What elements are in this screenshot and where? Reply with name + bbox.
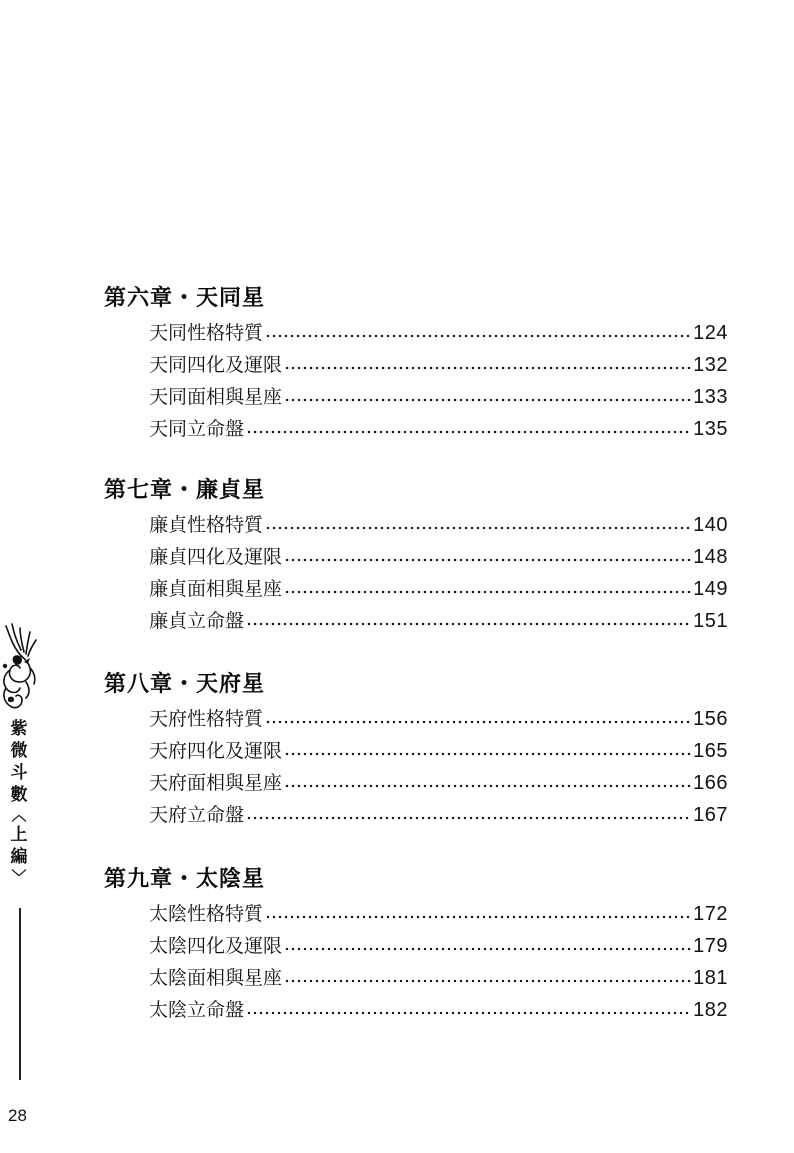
entry-label: 廉貞面相與星座 <box>149 578 283 600</box>
entry-page-number: 172 <box>693 903 728 925</box>
close-bracket: ﹀ <box>11 868 27 886</box>
entry-page-number: 124 <box>693 322 728 344</box>
entry-label: 天同面相與星座 <box>149 386 283 408</box>
entry-page-number: 165 <box>693 740 728 762</box>
entry-page-number: 182 <box>693 999 728 1021</box>
toc-entry[interactable] <box>149 378 728 410</box>
dot-leader <box>246 430 691 434</box>
chapter-title: 第六章・天同星 <box>104 285 266 311</box>
entry-page-number: 166 <box>693 772 728 794</box>
toc-entry[interactable] <box>149 796 728 828</box>
entry-page-number: 181 <box>693 967 728 989</box>
book-title-char: 斗 <box>10 763 28 783</box>
toc-entry[interactable] <box>149 346 728 378</box>
book-title-char: 紫 <box>10 719 28 739</box>
entry-page-number: 179 <box>693 935 728 957</box>
phoenix-icon <box>0 622 40 712</box>
entry-label: 廉貞四化及運限 <box>149 546 283 568</box>
entry-label: 太陰立命盤 <box>149 999 245 1021</box>
entry-label: 廉貞立命盤 <box>149 610 245 632</box>
book-title-char: 微 <box>10 741 28 761</box>
dot-leader <box>284 398 691 402</box>
entry-label: 廉貞性格特質 <box>149 514 264 536</box>
dot-leader <box>284 366 691 370</box>
dot-leader <box>246 622 691 626</box>
toc-entry[interactable] <box>149 506 728 538</box>
toc-entry[interactable] <box>149 314 728 346</box>
toc-entry[interactable] <box>149 991 728 1023</box>
entry-page-number: 140 <box>693 514 728 536</box>
dot-leader <box>265 720 691 724</box>
dot-leader <box>265 915 691 919</box>
toc-entry[interactable] <box>149 538 728 570</box>
entry-page-number: 132 <box>693 354 728 376</box>
volume-char: 上 <box>10 825 28 845</box>
dot-leader <box>284 979 691 983</box>
entry-label: 太陰四化及運限 <box>149 935 283 957</box>
entry-page-number: 151 <box>693 610 728 632</box>
entry-label: 天府性格特質 <box>149 708 264 730</box>
open-bracket: ︿ <box>11 806 27 824</box>
entry-label: 太陰面相與星座 <box>149 967 283 989</box>
toc-entry[interactable] <box>149 764 728 796</box>
dot-leader <box>284 784 691 788</box>
entry-page-number: 156 <box>693 708 728 730</box>
chapter-title: 第八章・天府星 <box>104 671 266 697</box>
dot-leader <box>284 590 691 594</box>
chapter-title: 第九章・太陰星 <box>104 866 266 892</box>
toc-entry[interactable] <box>149 602 728 634</box>
margin-rule <box>19 908 21 1080</box>
volume-char: 編 <box>10 847 28 867</box>
book-title-char: 數 <box>10 785 28 805</box>
entry-label: 天同四化及運限 <box>149 354 283 376</box>
entry-page-number: 133 <box>693 386 728 408</box>
entry-page-number: 149 <box>693 578 728 600</box>
toc-entry[interactable] <box>149 700 728 732</box>
toc-entry[interactable] <box>149 570 728 602</box>
entry-label: 天同性格特質 <box>149 322 264 344</box>
dot-leader <box>246 1011 691 1015</box>
toc-entry[interactable] <box>149 895 728 927</box>
entry-page-number: 148 <box>693 546 728 568</box>
dot-leader <box>284 947 691 951</box>
dot-leader <box>265 526 691 530</box>
entry-label: 天府面相與星座 <box>149 772 283 794</box>
dot-leader <box>265 334 691 338</box>
dot-leader <box>284 558 691 562</box>
toc-entry[interactable] <box>149 732 728 764</box>
page-number: 28 <box>8 1106 27 1125</box>
entry-page-number: 135 <box>693 418 728 440</box>
entry-label: 太陰性格特質 <box>149 903 264 925</box>
entry-label: 天同立命盤 <box>149 418 245 440</box>
toc-entry[interactable] <box>149 410 728 442</box>
chapter-title: 第七章・廉貞星 <box>104 477 266 503</box>
table-of-contents <box>104 0 728 1153</box>
dot-leader <box>246 816 691 820</box>
entry-page-number: 167 <box>693 804 728 826</box>
entry-label: 天府四化及運限 <box>149 740 283 762</box>
entry-label: 天府立命盤 <box>149 804 245 826</box>
dot-leader <box>284 752 691 756</box>
toc-entry[interactable] <box>149 927 728 959</box>
book-title-vertical <box>6 718 32 886</box>
toc-entry[interactable] <box>149 959 728 991</box>
